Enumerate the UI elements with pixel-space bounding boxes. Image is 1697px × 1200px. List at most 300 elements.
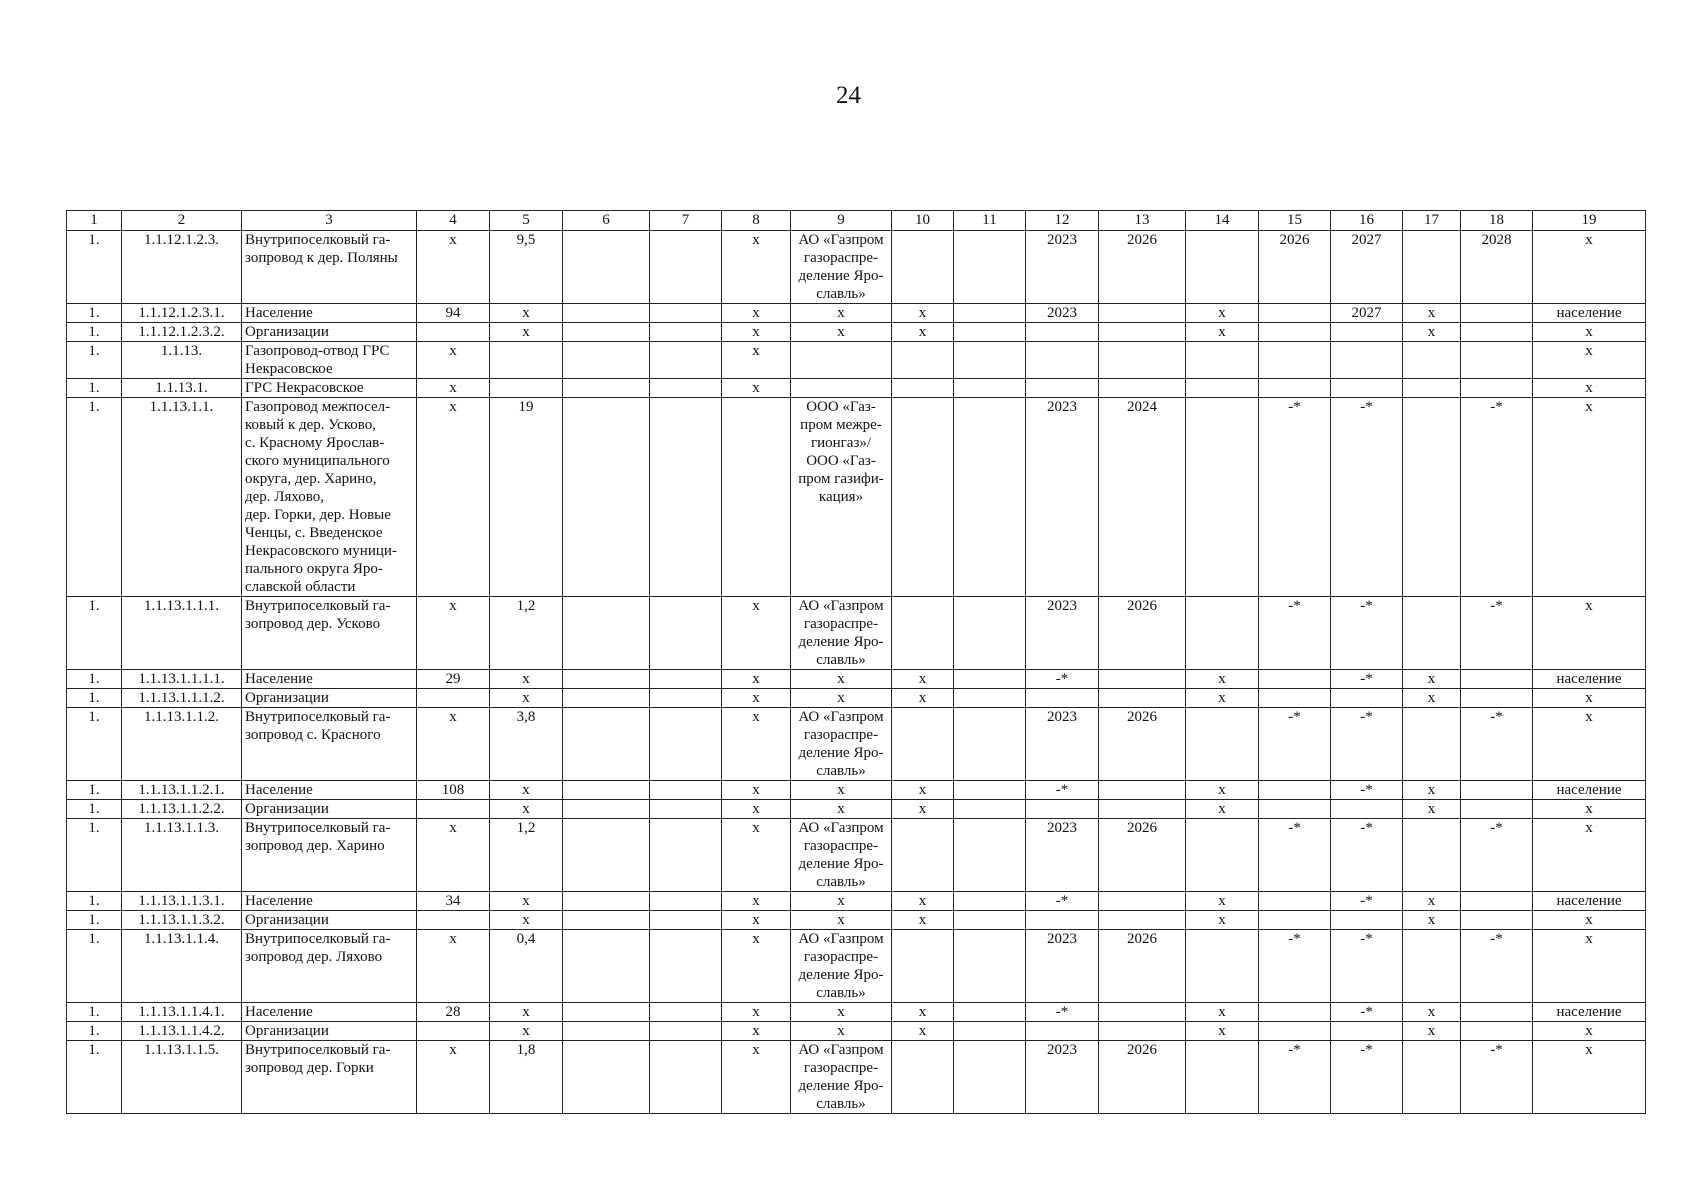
table-cell-col-8: х [722,689,791,708]
table-cell-col-1: 1. [67,342,122,379]
table-cell-col-9: х [791,304,892,323]
table-cell-col-1: 1. [67,800,122,819]
column-number-14: 14 [1186,211,1259,231]
table-cell-col-15: -* [1259,398,1331,597]
table-cell-col-13: 2026 [1099,819,1186,892]
table-cell-col-1: 1. [67,670,122,689]
table-cell-col-19: население [1533,781,1646,800]
table-row [67,1022,1646,1041]
table-row [67,379,1646,398]
table-cell-col-1: 1. [67,781,122,800]
table-cell-col-11 [954,781,1026,800]
table-cell-col-8: х [722,800,791,819]
table-cell-col-5: х [490,1022,563,1041]
table-cell-col-16: 2027 [1331,231,1403,304]
table-cell-col-15: -* [1259,708,1331,781]
table-cell-col-14: х [1186,689,1259,708]
table-cell-col-18: 2028 [1461,231,1533,304]
table-cell-col-7 [650,342,722,379]
column-number-19: 19 [1533,211,1646,231]
table-cell-col-17 [1403,231,1461,304]
table-cell-col-15 [1259,323,1331,342]
column-number-13: 13 [1099,211,1186,231]
table-cell-col-11 [954,379,1026,398]
table-cell-col-15 [1259,1003,1331,1022]
table-row [67,781,1646,800]
table-row [67,689,1646,708]
table-cell-col-19: х [1533,323,1646,342]
table-row [67,708,1646,781]
table-cell-col-9 [791,379,892,398]
table-cell-col-10 [892,819,954,892]
table-cell-col-10: х [892,670,954,689]
table-cell-col-6 [563,930,650,1003]
table-cell-col-11 [954,304,1026,323]
table-cell-col-10 [892,231,954,304]
table-cell-col-6 [563,304,650,323]
table-cell-col-3: Внутрипоселковый га- зопровод к дер. Поляны [242,231,417,304]
table-row [67,1003,1646,1022]
table-cell-col-19: х [1533,819,1646,892]
table-cell-col-4: 94 [417,304,490,323]
table-cell-col-11 [954,597,1026,670]
table-cell-col-12: -* [1026,892,1099,911]
table-cell-col-6 [563,1041,650,1114]
table-cell-col-13: 2026 [1099,930,1186,1003]
table-cell-col-8: х [722,670,791,689]
table-cell-col-9: АО «Газпром газораспре- деление Яро- славль» [791,708,892,781]
table-cell-col-2: 1.1.13.1.1.2. [122,708,242,781]
table-cell-col-16: -* [1331,819,1403,892]
table-cell-col-18 [1461,323,1533,342]
table-row [67,800,1646,819]
table-cell-col-1: 1. [67,597,122,670]
table-cell-col-7 [650,1041,722,1114]
table-cell-col-19: х [1533,689,1646,708]
table-cell-col-14 [1186,379,1259,398]
table-cell-col-15 [1259,670,1331,689]
table-cell-col-1: 1. [67,689,122,708]
table-cell-col-2: 1.1.12.1.2.3.2. [122,323,242,342]
table-cell-col-17 [1403,597,1461,670]
table-row [67,892,1646,911]
table-cell-col-5 [490,379,563,398]
table-cell-col-18: -* [1461,398,1533,597]
table-cell-col-5: 3,8 [490,708,563,781]
table-cell-col-9: АО «Газпром газораспре- деление Яро- славль» [791,930,892,1003]
table-cell-col-12 [1026,911,1099,930]
column-number-18: 18 [1461,211,1533,231]
table-cell-col-12 [1026,323,1099,342]
table-cell-col-9: х [791,781,892,800]
table-cell-col-19: х [1533,398,1646,597]
table-cell-col-4: 108 [417,781,490,800]
table-cell-col-9: АО «Газпром газораспре- деление Яро- славль» [791,231,892,304]
table-cell-col-2: 1.1.13.1.1.3.1. [122,892,242,911]
table-cell-col-5: 9,5 [490,231,563,304]
table-cell-col-6 [563,342,650,379]
table-row [67,398,1646,597]
table-cell-col-7 [650,1003,722,1022]
table-cell-col-12 [1026,342,1099,379]
table-cell-col-6 [563,689,650,708]
table-cell-col-3: Население [242,670,417,689]
table-cell-col-17: х [1403,911,1461,930]
table-cell-col-16 [1331,342,1403,379]
table-cell-col-16 [1331,800,1403,819]
column-number-row [67,211,1646,231]
table-cell-col-19: х [1533,1022,1646,1041]
table-row [67,911,1646,930]
table-cell-col-11 [954,911,1026,930]
table-cell-col-1: 1. [67,708,122,781]
table-cell-col-5: х [490,670,563,689]
table-cell-col-2: 1.1.12.1.2.3. [122,231,242,304]
table-cell-col-7 [650,892,722,911]
table-cell-col-10: х [892,911,954,930]
table-cell-col-14: х [1186,1003,1259,1022]
table-cell-col-19: х [1533,800,1646,819]
table-cell-col-15 [1259,1022,1331,1041]
table-cell-col-15 [1259,800,1331,819]
table-cell-col-2: 1.1.13.1.1. [122,398,242,597]
table-cell-col-7 [650,231,722,304]
table-cell-col-6 [563,1022,650,1041]
table-cell-col-3: Организации [242,800,417,819]
table-cell-col-17 [1403,379,1461,398]
table-cell-col-11 [954,930,1026,1003]
table-cell-col-2: 1.1.13.1.1.1.2. [122,689,242,708]
table-cell-col-16: -* [1331,930,1403,1003]
table-cell-col-17 [1403,342,1461,379]
table-cell-col-5: 19 [490,398,563,597]
table-cell-col-8: х [722,1041,791,1114]
table-cell-col-4: х [417,597,490,670]
table-cell-col-18 [1461,379,1533,398]
table-cell-col-6 [563,323,650,342]
table-cell-col-3: Организации [242,689,417,708]
table-cell-col-14: х [1186,670,1259,689]
table-cell-col-12: 2023 [1026,930,1099,1003]
table-cell-col-18 [1461,689,1533,708]
table-cell-col-7 [650,304,722,323]
table-cell-col-14: х [1186,892,1259,911]
table-cell-col-12: 2023 [1026,819,1099,892]
table-cell-col-6 [563,800,650,819]
table-cell-col-16 [1331,1022,1403,1041]
column-number-8: 8 [722,211,791,231]
table-cell-col-15 [1259,379,1331,398]
table-cell-col-19: население [1533,304,1646,323]
table-cell-col-3: Внутрипоселковый га- зопровод дер. Горки [242,1041,417,1114]
table-row [67,670,1646,689]
table-cell-col-9: х [791,1003,892,1022]
table-cell-col-12 [1026,800,1099,819]
table-cell-col-15 [1259,342,1331,379]
table-cell-col-12: 2023 [1026,1041,1099,1114]
table-cell-col-14: х [1186,323,1259,342]
table-cell-col-14 [1186,342,1259,379]
table-cell-col-2: 1.1.13.1.1.5. [122,1041,242,1114]
table-cell-col-9: ООО «Газ- пром межре- гионгаз»/ ООО «Газ- пром газифи- кация» [791,398,892,597]
table-cell-col-10: х [892,781,954,800]
table-cell-col-4: х [417,398,490,597]
table-cell-col-5 [490,342,563,379]
table-cell-col-13: 2026 [1099,1041,1186,1114]
table-cell-col-3: Организации [242,1022,417,1041]
table-cell-col-13 [1099,379,1186,398]
table-cell-col-18 [1461,892,1533,911]
table-row [67,231,1646,304]
table-cell-col-2: 1.1.13.1.1.2.1. [122,781,242,800]
table-cell-col-2: 1.1.13.1.1.4.1. [122,1003,242,1022]
table-cell-col-8: х [722,304,791,323]
table-cell-col-18 [1461,304,1533,323]
table-cell-col-18: -* [1461,1041,1533,1114]
table-cell-col-4 [417,1022,490,1041]
table-cell-col-7 [650,398,722,597]
table-cell-col-1: 1. [67,1022,122,1041]
table-cell-col-9: АО «Газпром газораспре- деление Яро- славль» [791,819,892,892]
table-cell-col-2: 1.1.13.1.1.2.2. [122,800,242,819]
table-cell-col-15: -* [1259,819,1331,892]
table-cell-col-10 [892,597,954,670]
table-cell-col-13: 2026 [1099,597,1186,670]
table-cell-col-13 [1099,323,1186,342]
table-cell-col-15 [1259,304,1331,323]
table-cell-col-9: х [791,670,892,689]
table-cell-col-9: х [791,323,892,342]
table-cell-col-12: 2023 [1026,597,1099,670]
table-cell-col-6 [563,911,650,930]
table-cell-col-8: х [722,323,791,342]
table-cell-col-3: Газопровод-отвод ГРС Некрасовское [242,342,417,379]
table-cell-col-1: 1. [67,323,122,342]
table-cell-col-5: х [490,892,563,911]
table-cell-col-5: х [490,1003,563,1022]
data-table [66,210,1646,1114]
table-cell-col-10 [892,1041,954,1114]
column-number-16: 16 [1331,211,1403,231]
table-cell-col-7 [650,689,722,708]
table-cell-col-8: х [722,819,791,892]
table-cell-col-4: х [417,930,490,1003]
table-cell-col-14 [1186,398,1259,597]
table-cell-col-17: х [1403,670,1461,689]
column-number-3: 3 [242,211,417,231]
table-cell-col-3: Население [242,1003,417,1022]
table-cell-col-10: х [892,1003,954,1022]
table-cell-col-8: х [722,892,791,911]
table-cell-col-14: х [1186,911,1259,930]
table-cell-col-10: х [892,304,954,323]
table-body [67,231,1646,1114]
table-cell-col-1: 1. [67,398,122,597]
table-cell-col-3: Газопровод межпосел- ковый к дер. Усково, с. Красному Ярослав- ского муниципального округа, дер. Харино, дер. Ляхово, дер. Горки, дер. Новые Ченцы, с. Введенское Некрасовского муници- пального округа Яро- славской области [242,398,417,597]
table-cell-col-5: 0,4 [490,930,563,1003]
table-cell-col-8: х [722,930,791,1003]
table-cell-col-5: х [490,323,563,342]
table-cell-col-12: -* [1026,670,1099,689]
table-cell-col-17: х [1403,1022,1461,1041]
table-cell-col-11 [954,398,1026,597]
table-cell-col-10: х [892,1022,954,1041]
table-cell-col-6 [563,379,650,398]
table-cell-col-4 [417,323,490,342]
table-cell-col-10: х [892,323,954,342]
table-cell-col-8: х [722,379,791,398]
table-cell-col-3: Население [242,781,417,800]
table-cell-col-13 [1099,911,1186,930]
table-cell-col-9: х [791,911,892,930]
table-cell-col-9: х [791,800,892,819]
table-cell-col-13 [1099,781,1186,800]
table-cell-col-14 [1186,597,1259,670]
table-cell-col-18: -* [1461,930,1533,1003]
table-cell-col-7 [650,911,722,930]
table-cell-col-3: Внутрипоселковый га- зопровод с. Красного [242,708,417,781]
table-cell-col-7 [650,708,722,781]
table-cell-col-17 [1403,398,1461,597]
table-cell-col-7 [650,670,722,689]
table-cell-col-18: -* [1461,597,1533,670]
table-cell-col-13 [1099,689,1186,708]
table-cell-col-11 [954,231,1026,304]
table-cell-col-16: -* [1331,597,1403,670]
table-row [67,1041,1646,1114]
table-cell-col-18 [1461,342,1533,379]
table-cell-col-13 [1099,800,1186,819]
table-cell-col-15 [1259,781,1331,800]
column-number-1: 1 [67,211,122,231]
table-cell-col-6 [563,670,650,689]
column-number-2: 2 [122,211,242,231]
table-cell-col-18 [1461,1022,1533,1041]
table-row [67,342,1646,379]
table-cell-col-18 [1461,670,1533,689]
table-cell-col-3: Население [242,892,417,911]
table-cell-col-8: х [722,597,791,670]
table-cell-col-19: х [1533,930,1646,1003]
table-cell-col-13 [1099,304,1186,323]
table-cell-col-1: 1. [67,911,122,930]
table-cell-col-16: -* [1331,1041,1403,1114]
table-cell-col-13 [1099,892,1186,911]
page-number: 24 [836,82,861,109]
table-cell-col-15: -* [1259,930,1331,1003]
table-cell-col-11 [954,670,1026,689]
table-cell-col-16 [1331,689,1403,708]
table-cell-col-18 [1461,1003,1533,1022]
table-cell-col-13 [1099,342,1186,379]
table-cell-col-2: 1.1.13.1.1.3.2. [122,911,242,930]
table-cell-col-13: 2024 [1099,398,1186,597]
table-cell-col-14 [1186,1041,1259,1114]
table-cell-col-8 [722,398,791,597]
table-row [67,304,1646,323]
table-cell-col-2: 1.1.13.1.1.1.1. [122,670,242,689]
table-cell-col-8: х [722,781,791,800]
table-cell-col-19: х [1533,231,1646,304]
table-cell-col-6 [563,398,650,597]
table-cell-col-19: х [1533,379,1646,398]
column-number-17: 17 [1403,211,1461,231]
table-cell-col-11 [954,1003,1026,1022]
column-number-11: 11 [954,211,1026,231]
table-cell-col-7 [650,379,722,398]
table-cell-col-15 [1259,911,1331,930]
table-cell-col-13 [1099,1022,1186,1041]
table-cell-col-5: 1,8 [490,1041,563,1114]
table-cell-col-16: -* [1331,670,1403,689]
table-cell-col-8: х [722,911,791,930]
table-cell-col-15 [1259,892,1331,911]
table-cell-col-14 [1186,819,1259,892]
column-number-15: 15 [1259,211,1331,231]
table-cell-col-4: х [417,379,490,398]
table-cell-col-5: х [490,304,563,323]
table-cell-col-17: х [1403,689,1461,708]
table-cell-col-2: 1.1.13.1.1.1. [122,597,242,670]
table-cell-col-4: 29 [417,670,490,689]
table-cell-col-11 [954,708,1026,781]
table-cell-col-4: х [417,819,490,892]
table-cell-col-9: АО «Газпром газораспре- деление Яро- славль» [791,1041,892,1114]
table-cell-col-7 [650,930,722,1003]
column-number-4: 4 [417,211,490,231]
table-row [67,597,1646,670]
table-cell-col-18: -* [1461,819,1533,892]
table-cell-col-7 [650,800,722,819]
table-cell-col-2: 1.1.13.1.1.3. [122,819,242,892]
table-cell-col-16: -* [1331,708,1403,781]
table-cell-col-19: х [1533,597,1646,670]
table-cell-col-1: 1. [67,892,122,911]
table-cell-col-18 [1461,800,1533,819]
table-cell-col-16: -* [1331,781,1403,800]
table-cell-col-6 [563,708,650,781]
table-cell-col-1: 1. [67,379,122,398]
table-cell-col-3: ГРС Некрасовское [242,379,417,398]
table-cell-col-14: х [1186,304,1259,323]
table-cell-col-9: х [791,689,892,708]
table-cell-col-14: х [1186,1022,1259,1041]
table-cell-col-19: население [1533,1003,1646,1022]
table-cell-col-2: 1.1.13.1.1.4. [122,930,242,1003]
table-cell-col-19: х [1533,342,1646,379]
table-cell-col-19: х [1533,911,1646,930]
table-cell-col-10 [892,342,954,379]
table-cell-col-12 [1026,1022,1099,1041]
table-cell-col-2: 1.1.13. [122,342,242,379]
table-cell-col-15: -* [1259,1041,1331,1114]
table-cell-col-17: х [1403,800,1461,819]
table-cell-col-4: х [417,342,490,379]
table-cell-col-4 [417,689,490,708]
table-cell-col-6 [563,892,650,911]
table-cell-col-14 [1186,930,1259,1003]
table-cell-col-1: 1. [67,930,122,1003]
table-cell-col-13 [1099,670,1186,689]
table-cell-col-17: х [1403,323,1461,342]
table-cell-col-10: х [892,892,954,911]
table-cell-col-16 [1331,379,1403,398]
column-number-9: 9 [791,211,892,231]
table-cell-col-17 [1403,819,1461,892]
table-cell-col-9: х [791,1022,892,1041]
table-cell-col-12: 2023 [1026,231,1099,304]
table-cell-col-10 [892,398,954,597]
